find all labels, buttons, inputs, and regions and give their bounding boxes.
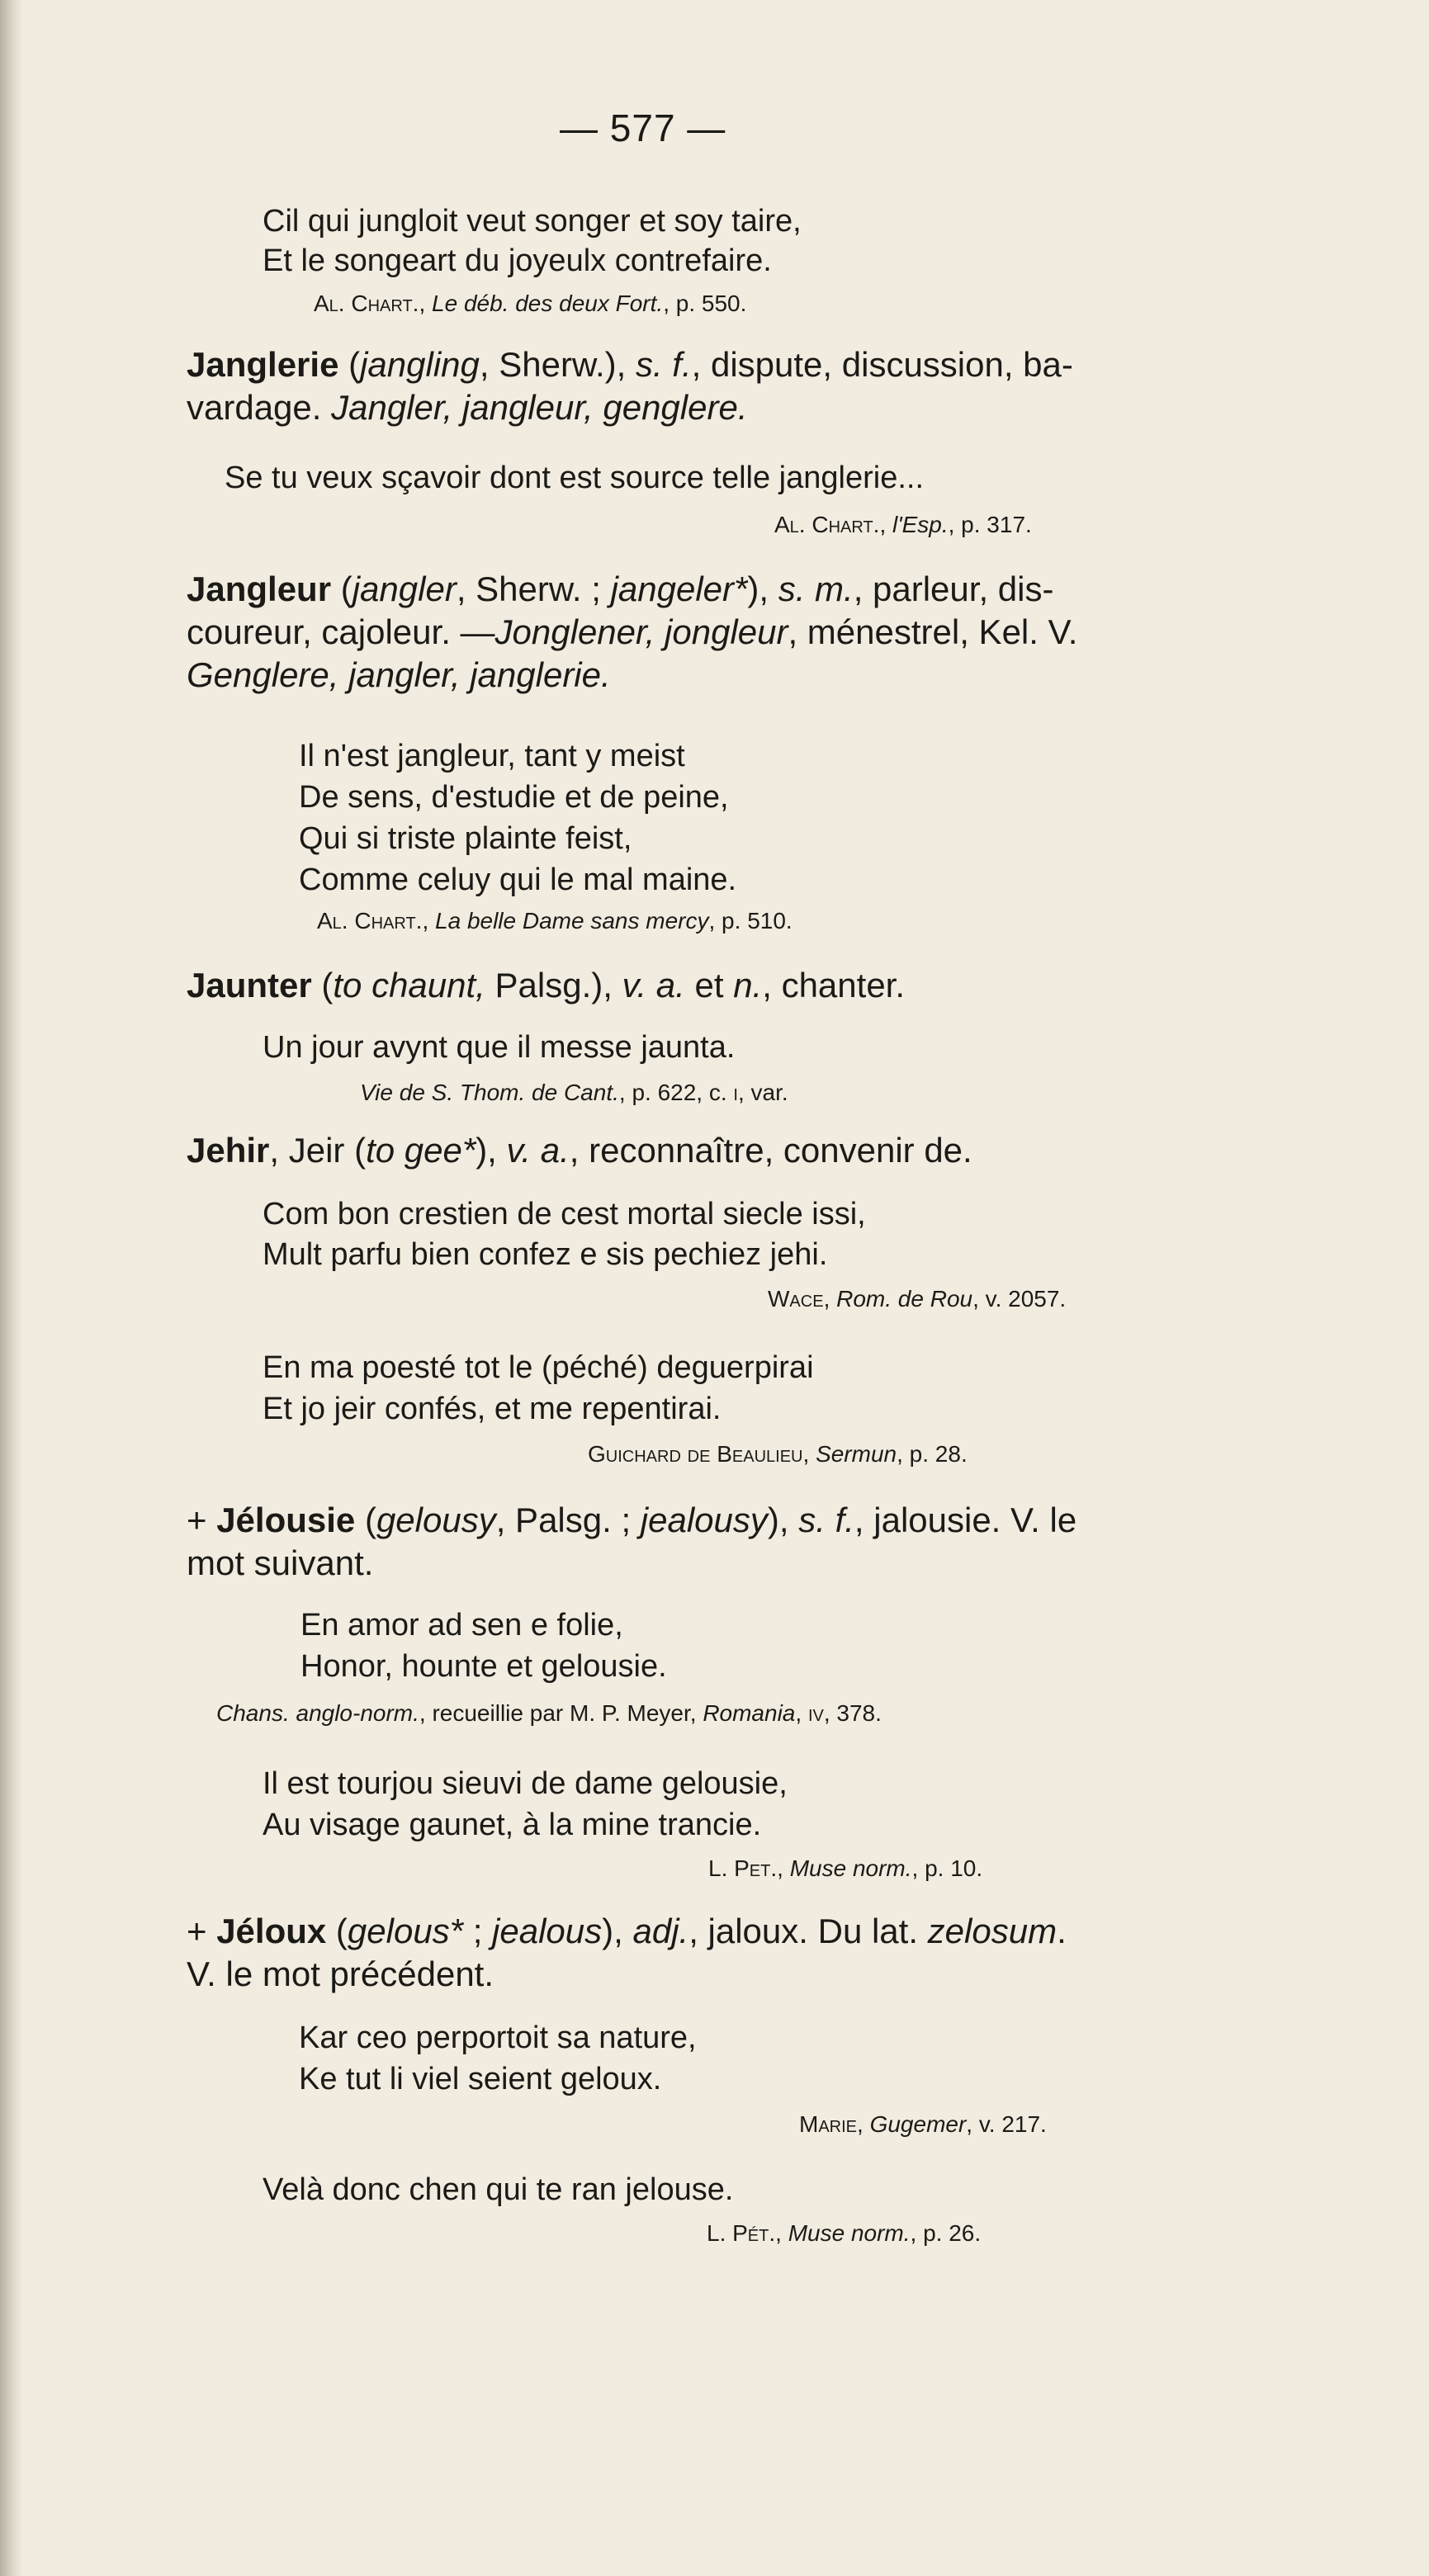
entry-text: V. le mot précédent. bbox=[187, 1954, 494, 1993]
verse-line: Honor, hounte et gelousie. bbox=[300, 1649, 667, 1684]
entry-janglerie: Janglerie (jangling, Sherw.), s. f., dispute, discussion, ba- bbox=[187, 345, 1073, 384]
verse-line: Et le songeart du joyeulx contrefaire. bbox=[263, 243, 772, 278]
verse-line: Ke tut li viel seient geloux. bbox=[299, 2062, 662, 2096]
citation: L. Pét., Muse norm., p. 26. bbox=[707, 2220, 982, 2246]
verse-line: Velà donc chen qui te ran jelouse. bbox=[263, 2172, 734, 2207]
citation: Guichard de Beaulieu, Sermun, p. 28. bbox=[588, 1441, 968, 1467]
verse-line: Et jo jeir confés, et me repentirai. bbox=[263, 1392, 722, 1426]
page-number: — 577 — bbox=[560, 106, 726, 149]
entry-text: coureur, cajoleur. —Jonglener, jongleur, ménestrel, Kel. V. bbox=[187, 612, 1078, 651]
citation: Vie de S. Thom. de Cant., p. 622, c. i, var. bbox=[360, 1080, 788, 1105]
citation: Al. Chart., l'Esp., p. 317. bbox=[774, 512, 1032, 537]
verse-line: Qui si triste plainte feist, bbox=[299, 821, 632, 856]
verse-line: Kar ceo perportoit sa nature, bbox=[299, 2021, 697, 2055]
entry-jeloux: + Jéloux (gelous* ; jealous), adj., jaloux. Du lat. zelosum. bbox=[187, 1912, 1067, 1950]
citation: Al. Chart., Le déb. des deux Fort., p. 550. bbox=[314, 291, 747, 316]
citation: L. Pet., Muse norm., p. 10. bbox=[708, 1855, 983, 1881]
verse-line: Il n'est jangleur, tant y meist bbox=[299, 739, 685, 773]
citation: Wace, Rom. de Rou, v. 2057. bbox=[768, 1286, 1067, 1312]
entry-text: Genglere, jangler, janglerie. bbox=[187, 655, 611, 694]
verse-line: Mult parfu bien confez e sis pechiez jehi. bbox=[263, 1237, 828, 1272]
entry-jelousie: + Jélousie (gelousy, Palsg. ; jealousy), s. f., jalousie. V. le bbox=[187, 1501, 1077, 1539]
verse-line: En ma poesté tot le (péché) deguerpirai bbox=[263, 1350, 814, 1385]
verse-line: En amor ad sen e folie, bbox=[300, 1608, 623, 1642]
verse-line: Comme celuy qui le mal maine. bbox=[299, 863, 737, 897]
verse-line: Au visage gaunet, à la mine trancie. bbox=[263, 1808, 762, 1842]
verse-line: De sens, d'estudie et de peine, bbox=[299, 780, 729, 815]
entry-text: vardage. Jangler, jangleur, genglere. bbox=[187, 388, 748, 427]
citation: Al. Chart., La belle Dame sans mercy, p. 510. bbox=[317, 908, 793, 934]
verse-line: Se tu veux sçavoir dont est source telle janglerie... bbox=[225, 461, 925, 495]
verse-line: Il est tourjou sieuvi de dame gelousie, bbox=[263, 1766, 788, 1801]
entry-jaunter: Jaunter (to chaunt, Palsg.), v. a. et n., chanter. bbox=[187, 966, 906, 1004]
verse-line: Com bon crestien de cest mortal siecle issi, bbox=[263, 1197, 866, 1231]
entry-jehir: Jehir, Jeir (to gee*), v. a., reconnaître, convenir de. bbox=[187, 1131, 972, 1170]
entry-jangleur: Jangleur (jangler, Sherw. ; jangeler*), s. m., parleur, dis- bbox=[187, 570, 1054, 608]
citation: Marie, Gugemer, v. 217. bbox=[799, 2111, 1047, 2137]
verse-line: Cil qui jungloit veut songer et soy taire, bbox=[263, 204, 802, 239]
book-spine-shadow bbox=[0, 0, 21, 2576]
citation: Chans. anglo-norm., recueillie par M. P. Meyer, Romania, iv, 378. bbox=[216, 1700, 882, 1726]
verse-line: Un jour avynt que il messe jaunta. bbox=[263, 1030, 736, 1065]
entry-text: mot suivant. bbox=[187, 1543, 374, 1582]
